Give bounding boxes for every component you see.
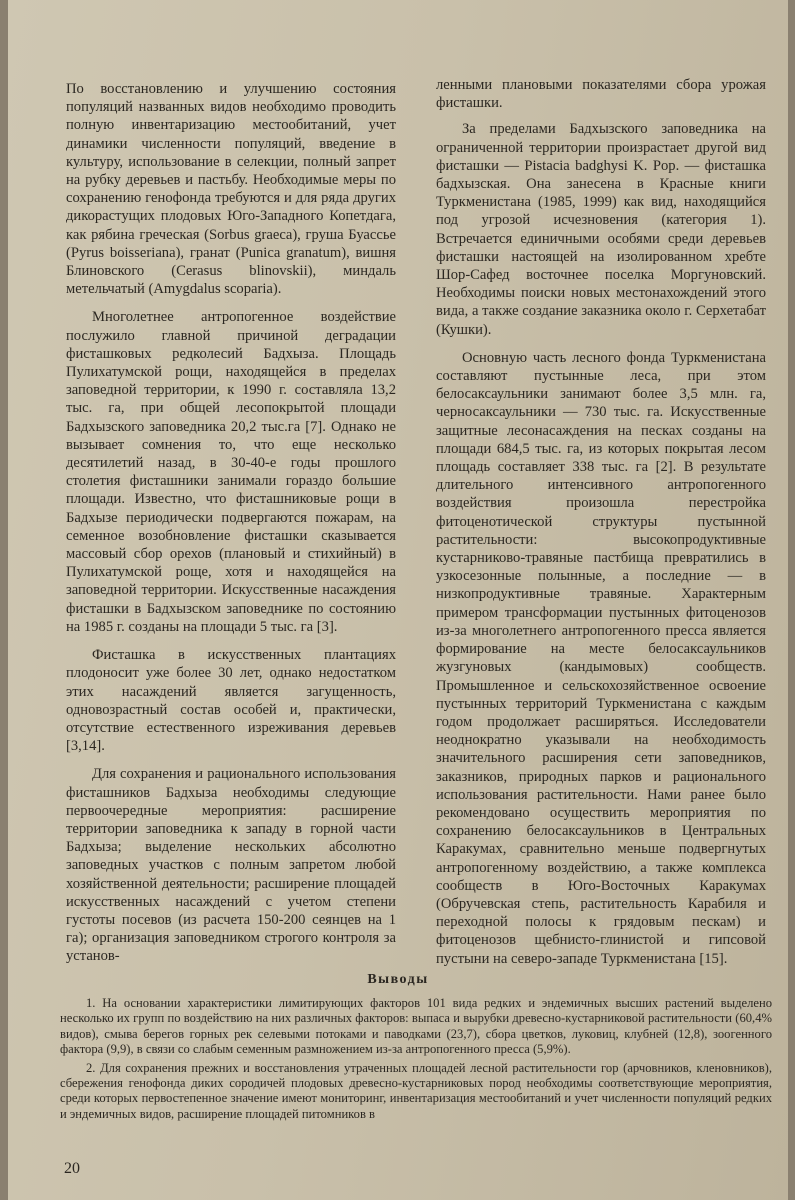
paragraph: Основную часть лесного фонда Туркменистана составляют пустынные леса, при этом белосаксаульники занимают более 3,5 млн. га, черносаксаульники — 730 тыс. га. Искусственные защитные лесонасаждения на песках созданы на площади 684,5 тыс. га, из которых покрытая лесом площадь составляет 338 тыс. га [2]. В результате длительного интенсивного антропогенного воздействия произошла перестройка фитоценотической структуры пустынной растительности: высокопродуктивные кустарниково-травяные пастбища превратились в узкосезонные полынные, а последние — в низкопродуктивные травяные. Характерным примером трансформации пустынных фитоценозов из-за многолетнего антропогенного пресса является формирование на месте белосаксаульников жузгуновых (кандымовых) сообществ. Промышленное и сельскохозяйственное освоение пустынных территорий Туркменистана с каждым годом продолжает расширяться. Исследователи неоднократно указывали на необходимость значительного расширения сети заповедников, заказников, природных парков и рационального использования растительности. Нами ранее было рекомендовано осуществить мероприятия по сохранению белосаксаульников в Центральных Каракумах, сравнительно меньше подвергнутых антропогенному воздействию, а также комплекса сообществ в Юго-Восточных Каракумах (Обручевская степь, растительность Карабиля и переходной полосы к грядовым пескам) и фитоценозов щебнисто-глинистой и гипсовой пустыни на северо-западе Туркменистана [15].	[436, 349, 766, 967]
paragraph: Для сохранения и рационального использования фисташников Бадхыза необходимы следующие первоочередные мероприятия: расширение территории заповедника к западу в горной части Бадхыза; выделение нескольких абсолютно заповедных участков с полным запретом любой хозяйственной деятельности; расширение площадей искусственных насаждений с учетом степени густоты посевов (из расчета 150-200 сеянцев на 1 га); организация заповедником строгого контроля за установ-	[66, 766, 396, 965]
journal-page	[8, 0, 788, 1200]
conclusion-item: 2. Для сохранения прежних и восстановления утраченных площадей лесной растительности гор (арчовников, кленовников), сбережения генофонда диких сородичей плодовых древесно-кустарниковых пород необходимы соответствующие мероприятия, среди которых первостепенное значение имеют мониторинг, инвентаризация местообитаний и учет численности популяций редких и эндемичных видов, расширение площадей питомников в	[60, 1060, 772, 1121]
paragraph: Фисташка в искусственных плантациях плодоносит уже более 30 лет, однако недостатком этих насаждений является загущенность, одновозрастный состав особей и, практически, отсутствие естественного изреживания деревьев [3,14].	[66, 647, 396, 755]
paragraph: Многолетнее антропогенное воздействие послужило главной причиной деградации фисташковых редколесий Бадхыза. Площадь Пулихатумской рощи, находящейся в пределах заповедной территории, к 1990 г. составляла 13,2 тыс. га, при общей лесопокрытой площади Бадхызского заповедника 20,2 тыс.га [7]. Однако не вызывает сомнения то, что еще несколько десятилетий назад, в 30-40-е годы прошлого столетия фисташники занимали гораздо большие площади. Известно, что фисташниковые рощи в Бадхызе периодически подвергаются пожарам, на семенное возобновление фисташки сказывается массовый сбор орехов (плановый и стихийный) в Пулихатумской роще, хотя и находящейся на заповедной территории. Искусственные насаждения фисташки в Бадхызском заповеднике по состоянию на 1985 г. созданы на площади 5 тыс. га [3].	[66, 309, 396, 635]
conclusions-section	[60, 996, 772, 1125]
paragraph: По восстановлению и улучшению состояния популяций названных видов необходимо проводить полную инвентаризацию местообитаний, учет динамики численности популяций, введение в культуру, использование в селекции, полный запрет на рубку деревьев и пастьбу. Необходимые меры по сохранению генофонда требуются и для ряда других дикорастущих плодовых Юго-Западного Копетдага, как рябина греческая (Sorbus graeca), груша Буассье (Pyrus boisseriana), гранат (Punica granatum), вишня Блиновского (Cerasus blinovskii), миндаль метельчатый (Amygdalus scoparia).	[66, 81, 396, 298]
conclusion-item: 1. На основании характеристики лимитирующих факторов 101 вида редких и эндемичных высших растений выделено несколько их групп по воздействию на них различных факторов: выпаса и вырубки древесно-кустарниковой растительности (60,4% видов), смыва берегов горных рек селевыми потоками и паводками (23,7), сбора цветков, луковиц, клубней (12,8), зоогенного фактора (9,9), в связи со слабым семенным размножением из-за антропогенного пресса (5,9%).	[60, 996, 772, 1057]
paragraph: ленными плановыми показателями сбора урожая фисташки.	[436, 77, 766, 112]
paragraph: За пределами Бадхызского заповедника на ограниченной территории произрастает другой вид фисташки — Pistacia badghysi K. Pop. — фисташка бадхызская. Она занесена в Красные книги Туркменистана (1985, 1999) как вид, находящийся под угрозой исчезновения (категория 1). Встречается единичными особями среди деревьев фисташки настоящей на изолированном хребте Шор-Сафед восточнее поселка Моргуновский. Необходимы поиски новых местонахождений этого вида, а также создание заказника около г. Серхетабат (Кушки).	[436, 121, 766, 338]
page-number: 20	[64, 1160, 80, 1177]
right-column	[436, 76, 766, 968]
left-column	[66, 80, 396, 966]
conclusions-heading: Выводы	[367, 972, 429, 987]
